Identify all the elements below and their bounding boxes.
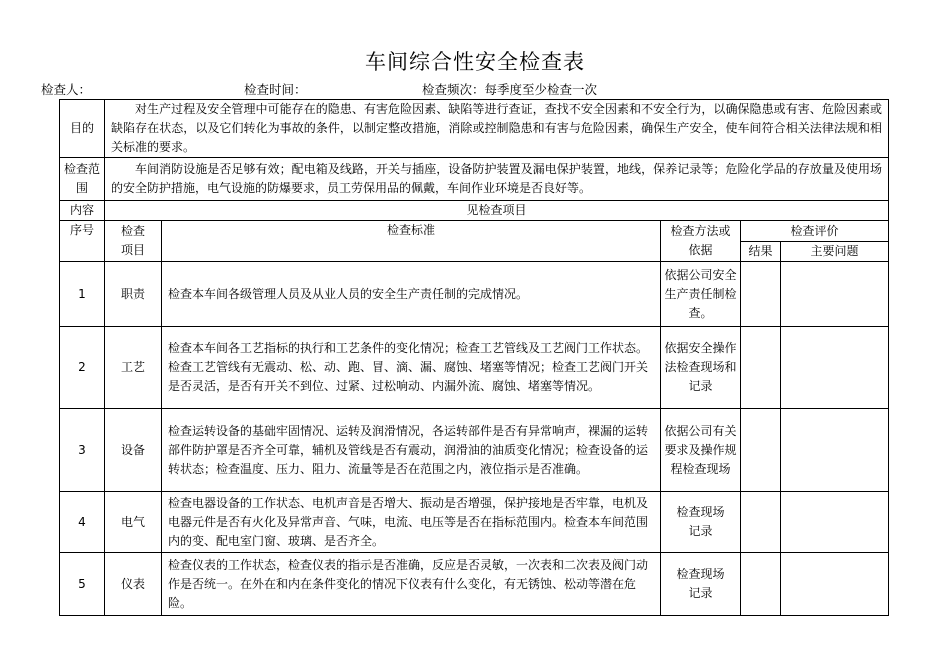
row-standard: 检查电器设备的工作状态、电机声音是否增大、振动是否增强，保护接地是否牢靠，电机及电器元件是否有火化及异常声音、气味，电流、电压等是否在指标范围内。检查本车间范围内的变、配电室门窗、玻璃、是否齐全。 — [162, 492, 661, 553]
header-item: 检查项目 — [105, 221, 162, 262]
row-issues[interactable] — [781, 327, 889, 409]
inspection-time-field — [244, 80, 311, 98]
header-issues: 主要问题 — [781, 242, 889, 262]
row-issues[interactable] — [781, 492, 889, 553]
purpose-label: 目的 — [60, 100, 105, 158]
frequency-value: 每季度至少检查一次 — [484, 82, 598, 97]
row-standard: 检查本车间各级管理人员及从业人员的安全生产责任制的完成情况。 — [162, 262, 661, 327]
row-standard: 检查仪表的工作状态，检查仪表的指示是否准确，反应是否灵敏，一次表和二次表及阀门动作是否统一。在外在和内在条件变化的情况下仪表有什么变化，有无锈蚀、松动等潜在危险。 — [162, 553, 661, 616]
row-result[interactable] — [741, 327, 781, 409]
row-item: 电气 — [105, 492, 162, 553]
row-method: 依据公司安全生产责任制检查。 — [661, 262, 741, 327]
inspector-field — [41, 80, 95, 98]
content-label: 内容 — [60, 201, 105, 221]
content-text: 见检查项目 — [105, 201, 889, 221]
purpose-row — [60, 100, 889, 158]
row-method: 依据公司有关要求及操作规程检查现场 — [661, 409, 741, 492]
inspection-table — [59, 99, 889, 616]
header-evaluation: 检查评价 — [741, 221, 889, 242]
content-row — [60, 201, 889, 221]
row-result[interactable] — [741, 409, 781, 492]
row-seq: 3 — [60, 409, 105, 492]
row-method: 检查现场记录 — [661, 553, 741, 616]
row-result[interactable] — [741, 553, 781, 616]
row-issues[interactable] — [781, 262, 889, 327]
row-seq: 5 — [60, 553, 105, 616]
row-item: 仪表 — [105, 553, 162, 616]
table-row — [60, 327, 889, 409]
row-seq: 1 — [60, 262, 105, 327]
scope-text: 车间消防设施是否足够有效；配电箱及线路，开关与插座，设备防护装置及漏电保护装置，地线，保养记录等；危险化学品的存放量及使用场的安全防护措施，电气设施的防爆要求，员工劳保用品的佩戴，车间作业环境是否良好等。 — [105, 158, 889, 201]
row-issues[interactable] — [781, 409, 889, 492]
inspection-time-label: 检查时间： — [244, 82, 307, 97]
table-row — [60, 262, 889, 327]
row-item: 工艺 — [105, 327, 162, 409]
header-standard: 检查标准 — [162, 221, 661, 262]
header-result: 结果 — [741, 242, 781, 262]
row-standard: 检查运转设备的基础牢固情况、运转及润滑情况，各运转部件是否有异常响声，裸漏的运转部件防护罩是否齐全可靠，辅机及管线是否有震动，润滑油的油质变化情况；检查设备的运转状态；检查温度、压力、阻力、流量等是否在范围之内，液位指示是否准确。 — [162, 409, 661, 492]
table-row — [60, 553, 889, 616]
row-standard: 检查本车间各工艺指标的执行和工艺条件的变化情况；检查工艺管线及工艺阀门工作状态。检查工艺管线有无震动、松、动、跑、冒、滴、漏、腐蚀、堵塞等情况；检查工艺阀门开关是否灵活，是否有开关不到位、过紧、过松响动、内漏外流、腐蚀、堵塞等情况。 — [162, 327, 661, 409]
purpose-text: 对生产过程及安全管理中可能存在的隐患、有害危险因素、缺陷等进行查证，查找不安全因素和不安全行为，以确保隐患或有害、危险因素或缺陷存在状态，以及它们转化为事故的条件，以制定整改措施，消除或控制隐患和有害与危险因素，确保生产安全，使车间符合相关法律法规和相关标准的要求。 — [105, 100, 889, 158]
row-item: 设备 — [105, 409, 162, 492]
table-row — [60, 492, 889, 553]
header-row — [60, 221, 889, 242]
header-method: 检查方法或依据 — [661, 221, 741, 262]
scope-label: 检查范围 — [60, 158, 105, 201]
row-issues[interactable] — [781, 553, 889, 616]
row-method: 检查现场记录 — [661, 492, 741, 553]
row-result[interactable] — [741, 262, 781, 327]
inspector-label: 检查人： — [41, 82, 92, 97]
frequency-field — [422, 80, 597, 98]
table-row — [60, 409, 889, 492]
row-item: 职责 — [105, 262, 162, 327]
row-seq: 2 — [60, 327, 105, 409]
header-seq: 序号 — [60, 221, 105, 262]
frequency-label: 检查频次： — [422, 82, 485, 97]
scope-row — [60, 158, 889, 201]
row-seq: 4 — [60, 492, 105, 553]
row-method: 依据安全操作法检查现场和记录 — [661, 327, 741, 409]
row-result[interactable] — [741, 492, 781, 553]
page-title: 车间综合性安全检查表 — [365, 50, 585, 74]
